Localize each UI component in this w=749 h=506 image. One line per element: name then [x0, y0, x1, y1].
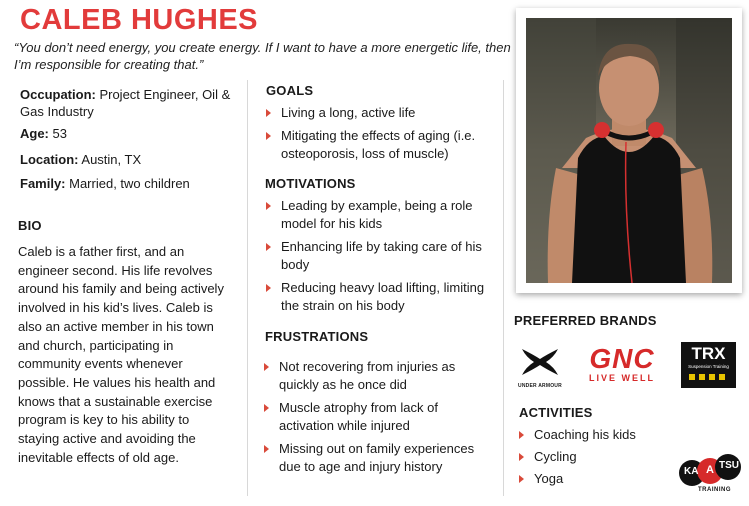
bullet-icon: [519, 453, 524, 461]
motivations-list: [264, 197, 492, 315]
kaatsu-a: A: [706, 464, 714, 476]
kaatsu-tsu: TSU: [719, 460, 739, 471]
bullet-icon: [264, 363, 269, 371]
gnc-text: GNC: [589, 343, 655, 374]
goals-list-container: [264, 104, 492, 168]
persona-photo-frame: [516, 8, 742, 293]
frustration-item: Not recovering from injuries as quickly as he once did: [262, 358, 492, 394]
goals-heading: GOALS: [266, 83, 314, 98]
location-field: [20, 151, 141, 168]
motivation-item: Reducing heavy load lifting, limiting the strain on his body: [264, 279, 492, 315]
bullet-icon: [266, 284, 271, 292]
persona-photo-illustration: [526, 18, 732, 283]
occupation-label: Occupation:: [20, 87, 96, 102]
under-armour-text: UNDER ARMOUR: [518, 383, 562, 389]
family-label: Family:: [20, 176, 66, 191]
bio-heading: BIO: [18, 218, 42, 233]
kaatsu-ka: KA: [684, 466, 699, 477]
motivation-item: Enhancing life by taking care of his body: [264, 238, 492, 274]
trx-tagline: Suspension Training: [688, 364, 729, 369]
trx-text: TRX: [691, 344, 726, 363]
age-value: 53: [48, 126, 67, 141]
gnc-tagline: LIVE WELL: [589, 373, 655, 383]
motivation-item: Leading by example, being a role model for his kids: [264, 197, 492, 233]
family-field: [20, 175, 190, 192]
under-armour-logo: [514, 347, 566, 387]
activities-heading: ACTIVITIES: [519, 405, 593, 420]
goals-list: [264, 104, 492, 163]
bullet-icon: [264, 404, 269, 412]
bullet-icon: [266, 109, 271, 117]
location-label: Location:: [20, 152, 79, 167]
bullet-icon: [264, 445, 269, 453]
goal-item: Mitigating the effects of aging (i.e. osteoporosis, loss of muscle): [264, 127, 492, 163]
persona-name: CALEB HUGHES: [20, 4, 259, 36]
column-divider-left: [247, 80, 248, 496]
trx-stripes-icon: [689, 374, 729, 380]
activity-item: Cycling: [517, 448, 687, 466]
persona-quote: “You don’t need energy, you create energy. If I want to have a more energetic life, then I’m responsible for creating that.”: [14, 40, 511, 72]
under-armour-icon: [514, 347, 566, 377]
motivations-list-container: [264, 197, 492, 320]
frustration-item: Missing out on family experiences due to age and injury history: [262, 440, 492, 476]
occupation-value: Project Engineer, Oil & Gas Industry: [20, 87, 231, 119]
activities-list-container: [517, 426, 687, 493]
goal-item: Living a long, active life: [264, 104, 492, 122]
age-label: Age:: [20, 126, 49, 141]
persona-photo: [526, 18, 732, 283]
location-value: Austin, TX: [78, 152, 142, 167]
bullet-icon: [266, 243, 271, 251]
column-divider-right: [503, 80, 504, 496]
family-value: Married, two children: [65, 176, 190, 191]
kaatsu-logo: [676, 447, 744, 501]
bullet-icon: [519, 431, 524, 439]
frustrations-list-container: [262, 358, 492, 481]
gnc-logo: [576, 343, 668, 383]
frustration-item: Muscle atrophy from lack of activation while injured: [262, 399, 492, 435]
bullet-icon: [266, 132, 271, 140]
occupation-field: [20, 86, 235, 120]
activity-item: Yoga: [517, 470, 687, 488]
trx-logo: [681, 342, 736, 388]
age-field: [20, 125, 67, 142]
kaatsu-training: TRAINING: [698, 487, 731, 493]
bullet-icon: [519, 475, 524, 483]
activities-list: [517, 426, 687, 488]
bullet-icon: [266, 202, 271, 210]
frustrations-list: [262, 358, 492, 476]
activity-item: Coaching his kids: [517, 426, 687, 444]
motivations-heading: MOTIVATIONS: [265, 176, 356, 191]
brands-heading: PREFERRED BRANDS: [514, 313, 657, 328]
frustrations-heading: FRUSTRATIONS: [265, 329, 369, 344]
bio-text: Caleb is a father first, and an engineer second. His life revolves around his family and being actively involved in his kid’s lives. Caleb is also an active member in his town and church, participating in community events whenever possible. He values his health and knows that a sustainable exercise program is key to his ability to staying active and avoiding the inevitable effects of old age.: [18, 244, 224, 465]
